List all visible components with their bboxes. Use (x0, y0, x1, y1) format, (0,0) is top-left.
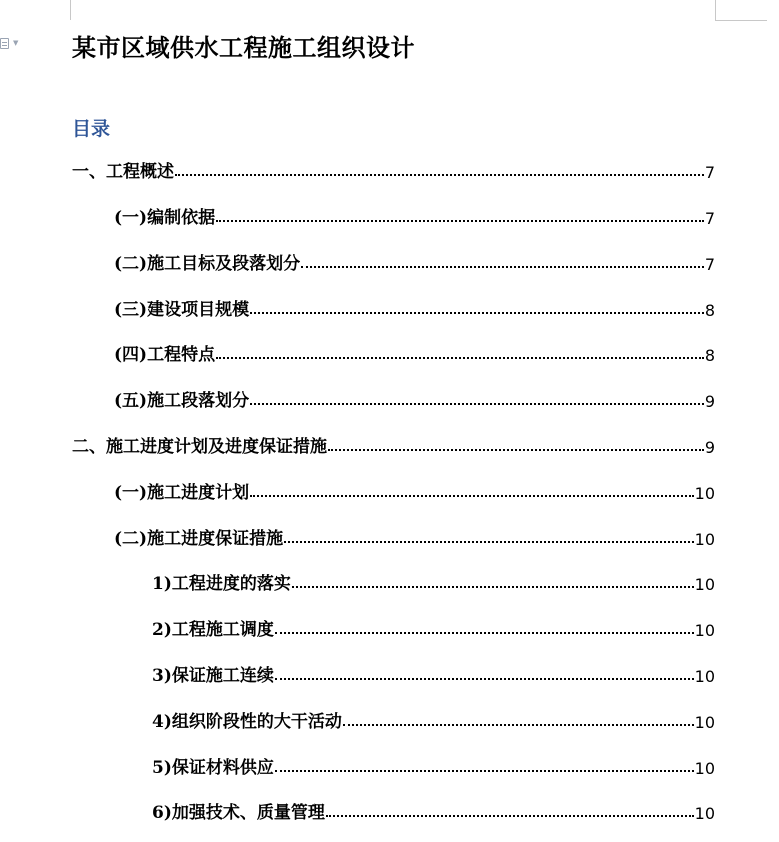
toc-entry[interactable] (152, 708, 715, 732)
toc-entry-label: 一、工程概述 (72, 162, 174, 182)
caret-down-icon: ▼ (13, 39, 19, 47)
toc-leader-dots (250, 312, 704, 314)
toc-entry-page: 10 (694, 713, 715, 732)
toc-entry-label: 二、施工进度计划及进度保证措施 (72, 437, 327, 457)
toc-entry-label: (四)工程特点 (114, 345, 216, 365)
toc-entry[interactable] (72, 433, 715, 457)
toc-leader-dots (250, 495, 694, 497)
toc-entry-page: 9 (704, 438, 715, 457)
toc-entry[interactable] (114, 341, 715, 365)
document-icon (0, 38, 9, 49)
toc-entry-page: 7 (704, 255, 715, 274)
toc-leader-dots (328, 449, 704, 451)
toc-entry-label: (二)施工目标及段落划分 (114, 254, 301, 274)
toc-leader-dots (216, 357, 704, 359)
crop-mark-left (70, 0, 71, 20)
toc-entry-page: 10 (694, 484, 715, 503)
toc-entry-label: (五)施工段落划分 (114, 391, 250, 411)
toc-leader-dots (343, 724, 694, 726)
toc-entry-label: (一)编制依据 (114, 208, 216, 228)
toc-entry[interactable] (114, 250, 715, 274)
toc-entry[interactable] (114, 296, 715, 320)
toc-leader-dots (275, 770, 694, 772)
toc-entry-page: 10 (694, 667, 715, 686)
toc-entry-label: (三)建设项目规模 (114, 300, 250, 320)
toc-entry[interactable] (114, 204, 715, 228)
toc-entry[interactable] (152, 662, 715, 686)
toc-entry[interactable] (114, 387, 715, 411)
toc-leader-dots (284, 541, 694, 543)
toc-leader-dots (216, 220, 704, 222)
toc-entry-label: (二)施工进度保证措施 (114, 529, 284, 549)
toc-entry-label: 3)保证施工连续 (152, 666, 274, 686)
toc-leader-dots (292, 586, 694, 588)
toc-entry[interactable] (114, 525, 715, 549)
toc-entry[interactable] (152, 799, 715, 823)
toc-entry-label: 4)组织阶段性的大干活动 (152, 712, 342, 732)
toc-leader-dots (275, 632, 694, 634)
toc-entry-label: 1)工程进度的落实 (152, 574, 291, 594)
toc-entry-label: (一)施工进度计划 (114, 483, 250, 503)
crop-mark-right-horizontal (715, 20, 767, 21)
document-title: 某市区域供水工程施工组织设计 (72, 33, 415, 62)
toc-entry-page: 9 (704, 392, 715, 411)
toc-entry[interactable] (72, 158, 715, 182)
toc-entry-page: 10 (694, 530, 715, 549)
toc-leader-dots (275, 678, 694, 680)
toc-leader-dots (175, 174, 704, 176)
toc-entry-page: 10 (694, 621, 715, 640)
toc-leader-dots (250, 403, 704, 405)
toc-entry[interactable] (152, 754, 715, 778)
toc-entry[interactable] (114, 479, 715, 503)
toc-entry-label: 6)加强技术、质量管理 (152, 803, 325, 823)
paragraph-options-icon[interactable] (0, 36, 24, 50)
toc-entry[interactable] (152, 616, 715, 640)
toc-entry-page: 10 (694, 759, 715, 778)
toc-heading: 目录 (72, 118, 111, 140)
toc-entry[interactable] (152, 570, 715, 594)
toc-entry-label: 2)工程施工调度 (152, 620, 274, 640)
toc-entry-page: 7 (704, 209, 715, 228)
toc-entry-label: 5)保证材料供应 (152, 758, 274, 778)
toc-entry-page: 7 (704, 163, 715, 182)
crop-mark-right (715, 0, 716, 20)
toc-entry-page: 8 (704, 301, 715, 320)
toc-leader-dots (301, 266, 704, 268)
toc-entry-page: 10 (694, 804, 715, 823)
toc-entry-page: 8 (704, 346, 715, 365)
toc-leader-dots (326, 815, 694, 817)
toc-entry-page: 10 (694, 575, 715, 594)
